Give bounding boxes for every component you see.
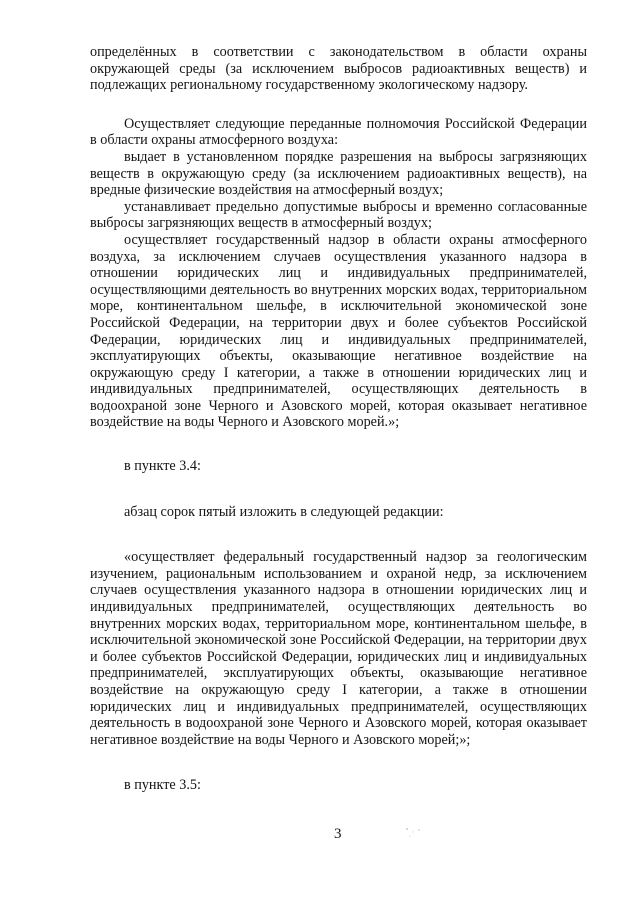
paragraph-delegated-powers-intro: Осуществляет следующие переданные полномочия Российской Федерации в области охраны атмосферного воздуха: xyxy=(90,115,587,149)
document-body xyxy=(90,44,587,794)
paragraph-subsoil-supervision: «осуществляет федеральный государственный надзор за геологическим изучением, рациональным использованием и охраной недр, за исключением случаев осуществления указанного надзора в отношении юридических лиц и индивидуальных предпринимателей, осуществляющих деятельность во внутренних морских водах, территориальном море, континентальном шельфе, в исключительной экономической зоне Российской Федерации, на территории двух и более субъектов Российской Федерации, юридических лиц и индивидуальных предпринимателей, эксплуатирующих объекты, оказывающие негативное воздействие на окружающую среду I категории, а также в отношении юридических лиц и индивидуальных предпринимателей, осуществляющих деятельность в водоохраной зоне Черного и Азовского морей, которая оказывает негативное воздействие на воды Черного и Азовского морей;»; xyxy=(90,549,587,748)
paragraph-new-wording-intro: абзац сорок пятый изложить в следующей редакции: xyxy=(124,503,444,520)
paragraph-clause-3-4: в пункте 3.4: xyxy=(124,458,201,475)
paragraph-emission-limits: устанавливает предельно допустимые выбросы и временно согласованные выбросы загрязняющих веществ в атмосферный воздух; xyxy=(90,198,587,232)
paragraph-clause-3-5: в пункте 3.5: xyxy=(124,777,201,794)
paragraph-continuation: определённых в соответствии с законодательством в области охраны окружающей среды (за исключением выбросов радиоактивных веществ) и подлежащих региональному государственному экологическому надзору. xyxy=(90,44,587,94)
page-number: 3 xyxy=(334,826,342,842)
scan-specks xyxy=(404,827,422,839)
paragraph-emission-permits: выдает в установленном порядке разрешения на выбросы загрязняющих веществ в окружающую среду (за исключением радиоактивных веществ), на вредные физические воздействия на атмосферный воздух; xyxy=(90,148,587,199)
paragraph-air-supervision: осуществляет государственный надзор в области охраны атмосферного воздуха, за исключением случаев осуществления указанного надзора в отношении юридических лиц и индивидуальных предпринимателей, осуществляющими деятельность во внутренних морских водах, территориальном море, континентальном шельфе, в исключительной экономической зоне Российской Федерации, на территории двух и более субъектов Российской Федерации, юридических лиц и индивидуальных предпринимателей, эксплуатирующих объекты, оказывающие негативное воздействие на окружающую среду I категории, а также в отношении юридических лиц и индивидуальных предпринимателей, осуществляющих деятельность в водоохраной зоне Черного и Азовского морей, которая оказывает негативное воздействие на воды Черного и Азовского морей.»; xyxy=(90,231,587,431)
